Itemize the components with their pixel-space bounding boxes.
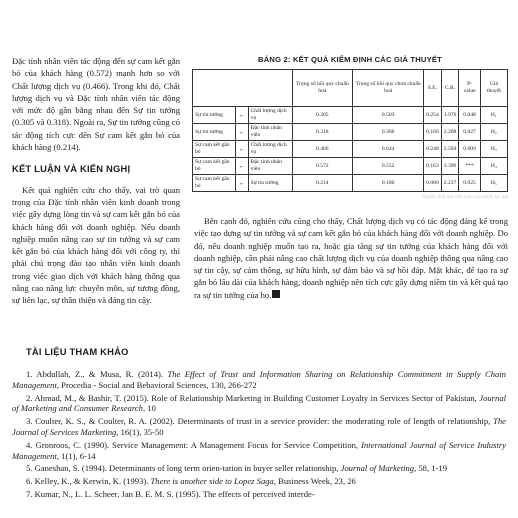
table-header-row <box>193 70 508 107</box>
table-row <box>193 124 508 141</box>
reference-item <box>12 489 506 500</box>
table-source-note: Nguồn: Kết quả tính toán của nhóm tác giả <box>421 195 508 200</box>
references-heading: TÀI LIỆU THAM KHẢO <box>26 346 129 357</box>
right-paragraph-text: Bên cạnh đó, nghiên cứu cũng cho thấy, Chất lượng dịch vụ có tác động đáng kể trong việc tạo dựng sự tin tưởng và sự cam kết gắn bó của khách hàng đối với doanh nghiệp. Do đó, nếu doanh nghiệp muốn tạo ra, hoặc gia tăng sự tin tưởng của khách hàng đối với doanh nghiệp, cần phải nâng cao chất lượng dịch vụ của doanh nghiệp thông qua nâng cao sự tin cậy, sự cảm thông, sự hữu hình, sự đảm bảo và sự hồi đáp. Mặt khác, để tạo ra sự gắn bó lâu dài của khách hàng, doanh nghiệp nên tích cực gây dựng niềm tin và kết quả tạo ra sự tin tưởng của họ. <box>194 216 508 300</box>
arrow-left-icon: ← <box>235 107 248 124</box>
cell-se: 0.248 <box>424 141 442 158</box>
cell-p: 0.009 <box>459 141 480 158</box>
table-header-se: S.E. <box>424 70 442 107</box>
table-row <box>193 158 508 175</box>
cell-h: H₄ <box>480 158 507 175</box>
cell-to: Chất lượng dịch vụ <box>248 141 292 158</box>
reference-item <box>12 440 506 462</box>
reference-text: , Business Week, 23, 26 <box>273 476 356 487</box>
reference-text: , 1(1), 6-14 <box>56 450 96 461</box>
cell-std: 0.318 <box>292 124 353 141</box>
cell-to: Chất lượng dịch vụ <box>248 107 292 124</box>
table-header-h: Giả thuyết <box>480 70 507 107</box>
cell-unstd: 0.180 <box>353 175 424 192</box>
cell-h: H₂ <box>480 124 507 141</box>
reference-text: 3. Coulter, K. S., & Coulter, R. A. (2002). Determinants of trust in a service provider: the moderating role of length of relationship, <box>26 416 494 427</box>
table-header-cr: C.R. <box>441 70 459 107</box>
cell-h: H₃ <box>480 141 507 158</box>
cell-se: 0.080 <box>424 175 442 192</box>
reference-title: Journal of Marketing <box>340 463 415 474</box>
table-header-blank <box>193 70 293 107</box>
end-mark-icon <box>272 290 280 298</box>
cell-p: *** <box>459 158 480 175</box>
cell-se: 0.163 <box>424 158 442 175</box>
arrow-left-icon: ← <box>235 175 248 192</box>
cell-to: Đặc tính nhân viên <box>248 158 292 175</box>
cell-cr: 3.396 <box>441 158 459 175</box>
reference-title: Journal of Marketing and Consumer Research <box>12 392 506 414</box>
cell-std: 0.466 <box>292 141 353 158</box>
cell-p: 0.027 <box>459 124 480 141</box>
results-table <box>192 69 508 192</box>
cell-unstd: 0.366 <box>353 124 424 141</box>
reference-text: 7. Kumar, N., L. L. Scheer, Jan B. E. M. S. (1995). The effects of perceived interde- <box>26 488 315 499</box>
table-row <box>193 175 508 192</box>
reference-text: , 58, 1-19 <box>414 463 448 474</box>
reference-title: International Journal of Service Industry Management <box>12 439 506 461</box>
cell-p: 0.048 <box>459 107 480 124</box>
arrow-left-icon: ← <box>235 158 248 175</box>
cell-std: 0.305 <box>292 107 353 124</box>
table-header-unstd: Trọng số hồi quy chưa chuẩn hoá <box>353 70 424 107</box>
cell-from: Sự cam kết gắn bó <box>193 175 236 192</box>
cell-p: 0.025 <box>459 175 480 192</box>
table-row <box>193 141 508 158</box>
cell-cr: 1.976 <box>441 107 459 124</box>
reference-text: , Procedia - Social and Behavioral Sciences, 130, 266-272 <box>56 379 257 390</box>
reference-item <box>12 463 506 474</box>
cell-to: Đặc tính nhân viên <box>248 124 292 141</box>
reference-title: There is another side to Lopez Saga <box>150 476 274 487</box>
reference-text: 5. Ganeshan, S. (1994). Determinants of long term orien-tation in buyer seller relationship, <box>26 463 341 474</box>
reference-text: 6. Kelley, K., & Kerwin, K. (1993). <box>26 476 151 487</box>
cell-h: H₅ <box>480 175 507 192</box>
arrow-left-icon: ← <box>235 141 248 158</box>
references-section <box>12 346 506 502</box>
cell-from: Sự tin tưởng <box>193 107 236 124</box>
reference-item <box>12 416 506 438</box>
reference-title: The Effect of Trust and Information Sharing on Relationship Commitment in Supply Chain Management <box>12 369 506 390</box>
cell-unstd: 0.644 <box>353 141 424 158</box>
cell-from: Sự cam kết gắn bó <box>193 141 236 158</box>
cell-std: 0.572 <box>292 158 353 175</box>
cell-se: 0.166 <box>424 124 442 141</box>
cell-cr: 2.208 <box>441 124 459 141</box>
cell-unstd: 0.503 <box>353 107 424 124</box>
intro-paragraph: Đặc tính nhân viên tác động đến sự cam kết gắn bó của khách hàng (0.572) mạnh hơn so với Chất lượng dịch vụ (0.466). Trong khi đó, Chất lượng dịch vụ và Đặc tính nhân viên tác động với mức độ gần bằng nhau đến Sự tin tưởng (0.305 và 0.318). Ngoài ra, Sự tin tưởng cũng có tác động tích cực đến Sự cam kết gắn bó của khách hàng (0.214). <box>12 56 180 153</box>
left-column <box>12 55 180 307</box>
conclusion-paragraph: Kết quả nghiên cứu cho thấy, vai trò quan trọng của Đặc tính nhân viên kinh doanh trong việc gây dựng lòng tin và sự cam kết gắn bó của khách hàng đối với doanh nghiệp. Nếu doanh nghiệp muốn nâng cao sự tin tưởng và sự cam kết gắn bó của khách hàng đối với công ty, thì phải chú trọng đào tạo nhân viên kinh doanh trong việc giao dịch với khách hàng thông qua nâng cao năng lực chuyên môn, sự tương đồng, sự liên lạc, sự thân thiện và đáng tin cậy. <box>12 184 180 306</box>
right-paragraph-block <box>192 215 508 301</box>
cell-from: Sự tin tưởng <box>193 124 236 141</box>
cell-from: Sự cam kết gắn bó <box>193 158 236 175</box>
reference-text: 2. Ahmad, M., & Bashir, T. (2015). Role of Relationship Marketing in Building Customer Loyalty in Services Sector of Pakistan, <box>26 392 480 403</box>
cell-std: 0.214 <box>292 175 353 192</box>
reference-item <box>12 476 506 487</box>
cell-cr: 2.594 <box>441 141 459 158</box>
table-row <box>193 107 508 124</box>
right-paragraph <box>194 215 508 301</box>
right-column <box>192 55 508 301</box>
conclusion-heading: KẾT LUẬN VÀ KIẾN NGHỊ <box>12 163 131 175</box>
reference-text: 1. Abdullah, Z., & Musa, R. (2014). <box>26 369 168 379</box>
reference-text: 4. Gronroos, C. (1990). Service Management: A Management Focus for Service Competition, <box>26 439 362 450</box>
references-list <box>12 369 506 500</box>
reference-item <box>12 393 506 415</box>
cell-unstd: 0.552 <box>353 158 424 175</box>
reference-item <box>12 369 506 391</box>
table-header-p: P-value <box>459 70 480 107</box>
reference-title: The Journal of Services Marketing <box>12 416 506 437</box>
table-caption: BẢNG 2: KẾT QUẢ KIỂM ĐỊNH CÁC GIẢ THUYẾT <box>258 55 442 64</box>
cell-se: 0.254 <box>424 107 442 124</box>
arrow-left-icon: ← <box>235 124 248 141</box>
table-body <box>193 107 508 192</box>
cell-h: H₁ <box>480 107 507 124</box>
cell-to: Sự tin tưởng <box>248 175 292 192</box>
cell-cr: 2.237 <box>441 175 459 192</box>
reference-text: , 10 <box>142 403 156 414</box>
table-header-std: Trọng số hồi quy chuẩn hoá <box>292 70 353 107</box>
reference-text: , 16(1), 35-50 <box>116 426 164 437</box>
